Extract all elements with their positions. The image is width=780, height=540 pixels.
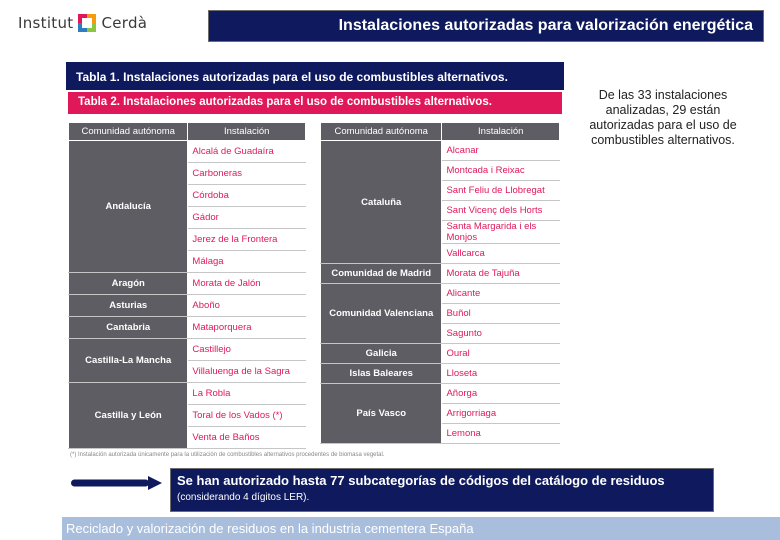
installation-cell: Vallcarca	[442, 244, 560, 264]
table-row	[321, 344, 560, 364]
installation-cell: Villaluenga de la Sagra	[188, 361, 306, 383]
installation-cell: Sagunto	[442, 324, 560, 344]
installation-cell: Añorga	[442, 384, 560, 404]
installation-cell: Oural	[442, 344, 560, 364]
installation-cell: Lemona	[442, 424, 560, 444]
table-footnote: (*) Instalación autorizada únicamente para la utilización de combustibles alternativos procedentes de biomasa vegetal.	[70, 452, 385, 458]
region-cell: Castilla y León	[69, 383, 188, 449]
installation-cell: Aboño	[188, 295, 306, 317]
conclusion-text: Se han autorizado hasta 77 subcategorías de códigos del catálogo de residuos	[177, 473, 665, 488]
table-row	[321, 384, 560, 404]
region-cell: Cataluña	[321, 141, 442, 264]
table-row	[321, 284, 560, 304]
table-row	[321, 364, 560, 384]
table-header-row	[321, 123, 560, 141]
installation-cell: Arrigorriaga	[442, 404, 560, 424]
installation-cell: La Robla	[188, 383, 306, 405]
footer-text: Reciclado y valorización de residuos en la industria cementera España	[66, 521, 474, 536]
footer-bar	[62, 517, 780, 540]
header-region: Comunidad autónoma	[69, 123, 188, 141]
header-plant: Instalación	[442, 123, 560, 141]
installation-cell: Sant Feliu de Llobregat	[442, 181, 560, 201]
installation-cell: Carboneras	[188, 163, 306, 185]
logo-word-institut: Institut	[18, 14, 74, 32]
region-cell: Cantabria	[69, 317, 188, 339]
table2-title: Tabla 2. Instalaciones autorizadas para el uso de combustibles alternativos.	[68, 92, 562, 114]
installation-cell: Morata de Tajuña	[442, 264, 560, 284]
conclusion-subtext: (considerando 4 dígitos LER).	[177, 492, 310, 503]
region-cell: Islas Baleares	[321, 364, 442, 384]
slide-title: Instalaciones autorizadas para valorización energética	[338, 17, 753, 34]
installation-cell: Montcada i Reixac	[442, 161, 560, 181]
region-cell: Comunidad de Madrid	[321, 264, 442, 284]
installation-cell: Málaga	[188, 251, 306, 273]
region-cell: Asturias	[69, 295, 188, 317]
region-cell: Aragón	[69, 273, 188, 295]
table-row	[321, 141, 560, 161]
embedded-document	[66, 62, 564, 458]
installation-cell: Alicante	[442, 284, 560, 304]
installation-cell: Santa Margarida i els Monjos	[442, 221, 560, 244]
installation-cell: Buñol	[442, 304, 560, 324]
table-row	[321, 264, 560, 284]
installation-cell: Gádor	[188, 207, 306, 229]
summary-note: De las 33 instalaciones analizadas, 29 están autorizadas para el uso de combustibles alternativos.	[589, 88, 737, 147]
header-region: Comunidad autónoma	[321, 123, 442, 141]
region-cell: Galicia	[321, 344, 442, 364]
installation-cell: Alcalá de Guadaíra	[188, 141, 306, 163]
region-cell: País Vasco	[321, 384, 442, 444]
slide-title-bar	[208, 10, 764, 42]
table-row	[69, 295, 306, 317]
header-plant: Instalación	[188, 123, 306, 141]
right-installations-table	[320, 122, 560, 444]
logo-word-cerda: Cerdà	[101, 14, 148, 32]
installation-cell: Jerez de la Frontera	[188, 229, 306, 251]
installation-cell: Toral de los Vados (*)	[188, 405, 306, 427]
institut-cerda-logo	[18, 10, 147, 36]
installation-cell: Mataporquera	[188, 317, 306, 339]
right-arrow-icon	[70, 476, 162, 490]
installation-cell: Morata de Jalón	[188, 273, 306, 295]
table-row	[69, 317, 306, 339]
installation-cell: Sant Vicenç dels Horts	[442, 201, 560, 221]
table-header-row	[69, 123, 306, 141]
installation-cell: Córdoba	[188, 185, 306, 207]
left-installations-table	[68, 122, 306, 449]
installation-cell: Venta de Baños	[188, 427, 306, 449]
installation-cell: Lloseta	[442, 364, 560, 384]
region-cell: Comunidad Valenciana	[321, 284, 442, 344]
table2-panel	[68, 92, 562, 458]
installation-cell: Castillejo	[188, 339, 306, 361]
table-row	[69, 273, 306, 295]
table1-title: Tabla 1. Instalaciones autorizadas para el uso de combustibles alternativos.	[66, 62, 564, 90]
region-cell: Castilla-La Mancha	[69, 339, 188, 383]
conclusion-box	[170, 468, 714, 512]
table-row	[69, 141, 306, 163]
table-row	[69, 339, 306, 361]
region-cell: Andalucía	[69, 141, 188, 273]
logo-mark-icon	[78, 14, 96, 32]
table-row	[69, 383, 306, 405]
installation-cell: Alcanar	[442, 141, 560, 161]
